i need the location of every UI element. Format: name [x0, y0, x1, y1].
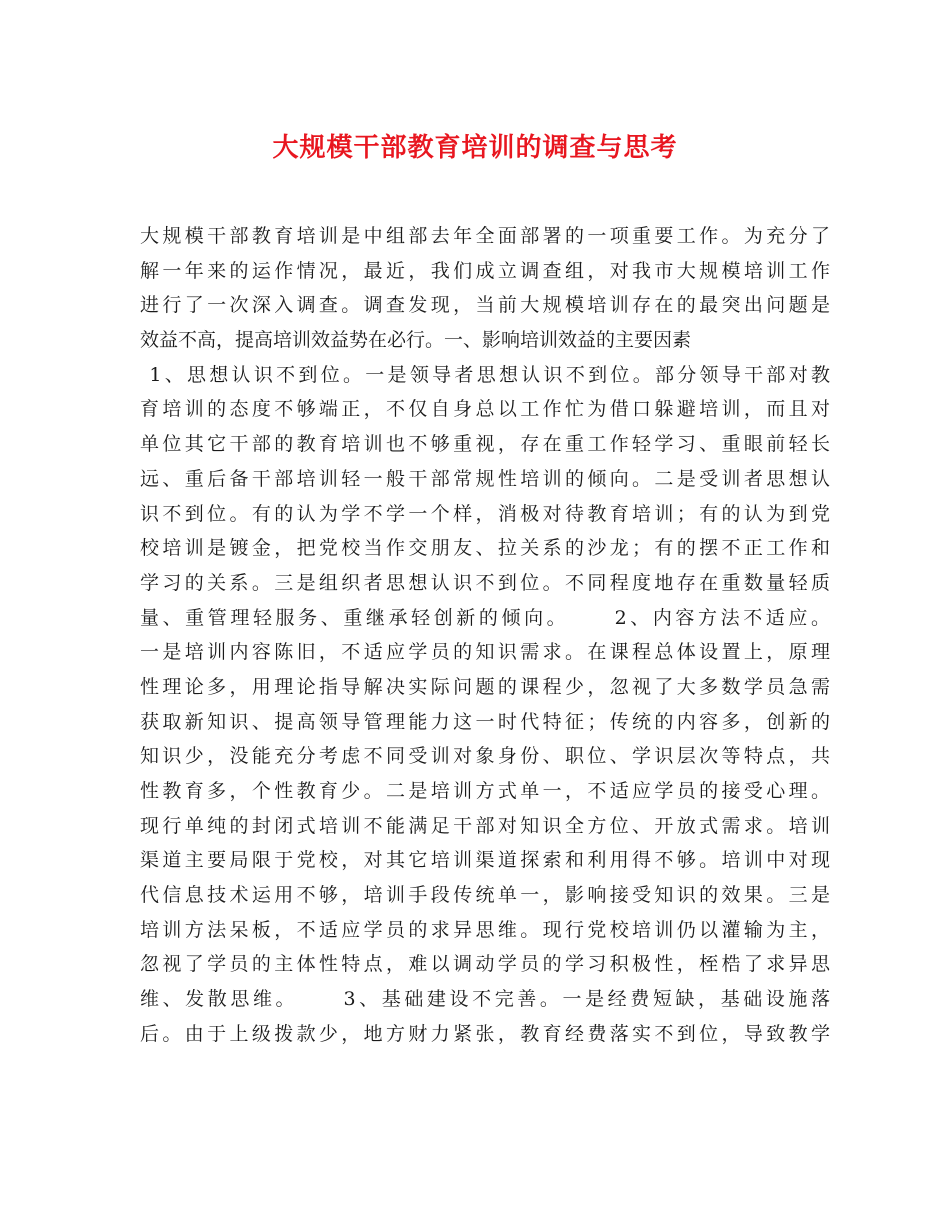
body-line: 解一年来的运作情况，最近，我们成立调查组，对我市大规模培训工作	[140, 259, 830, 282]
document-title: 大规模干部教育培训的调查与思考	[272, 133, 678, 163]
body-line: 后。由于上级拨款少，地方财力紧张，教育经费落实不到位，导致教学	[140, 1022, 830, 1045]
body-line: 学习的关系。三是组织者思想认识不到位。不同程度地存在重数量轻质	[140, 571, 830, 594]
body-line: 代信息技术运用不够，培训手段传统单一，影响接受知识的效果。三是	[140, 884, 830, 907]
document-body	[140, 219, 830, 1052]
body-line: 1、思想认识不到位。一是领导者思想认识不到位。部分领导干部对教	[140, 363, 830, 386]
body-line: 忽视了学员的主体性特点，难以调动学员的学习积极性，桎梏了求异思	[140, 953, 830, 976]
body-line: 单位其它干部的教育培训也不够重视，存在重工作轻学习、重眼前轻长	[140, 433, 830, 456]
body-line: 培训方法呆板，不适应学员的求异思维。现行党校培训仍以灌输为主，	[140, 918, 830, 941]
body-line: 获取新知识、提高领导管理能力这一时代特征；传统的内容多，创新的	[140, 710, 830, 733]
body-line: 远、重后备干部培训轻一般干部常规性培训的倾向。二是受训者思想认	[140, 467, 830, 490]
body-line: 育培训的态度不够端正，不仅自身总以工作忙为借口躲避培训，而且对	[140, 398, 830, 421]
body-line: 大规模干部教育培训是中组部去年全面部署的一项重要工作。为充分了	[140, 225, 830, 247]
body-line: 进行了一次深入调查。调查发现，当前大规模培训存在的最突出问题是	[140, 294, 830, 317]
body-line: 识不到位。有的认为学不学一个样，消极对待教育培训；有的认为到党	[140, 502, 830, 525]
body-line: 性教育多，个性教育少。二是培训方式单一，不适应学员的接受心理。	[140, 780, 830, 802]
body-line: 知识少，没能充分考虑不同受训对象身份、职位、学识层次等特点，共	[140, 745, 830, 768]
body-line: 效益不高，提高培训效益势在必行。一、影响培训效益的主要因素	[140, 329, 692, 352]
body-line: 量、重管理轻服务、重继承轻创新的倾向。 2、内容方法不适应。	[140, 606, 830, 629]
body-line: 维、发散思维。 3、基础建设不完善。一是经费短缺，基础设施落	[140, 988, 830, 1011]
body-line: 校培训是镀金，把党校当作交朋友、拉关系的沙龙；有的摆不正工作和	[140, 537, 830, 560]
body-line: 渠道主要局限于党校，对其它培训渠道探索和利用得不够。培训中对现	[140, 849, 830, 872]
body-line: 现行单纯的封闭式培训不能满足干部对知识全方位、开放式需求。培训	[140, 814, 830, 837]
body-line: 性理论多，用理论指导解决实际问题的课程少，忽视了大多数学员急需	[140, 675, 830, 698]
body-line: 一是培训内容陈旧，不适应学员的知识需求。在课程总体设置上，原理	[140, 641, 830, 664]
